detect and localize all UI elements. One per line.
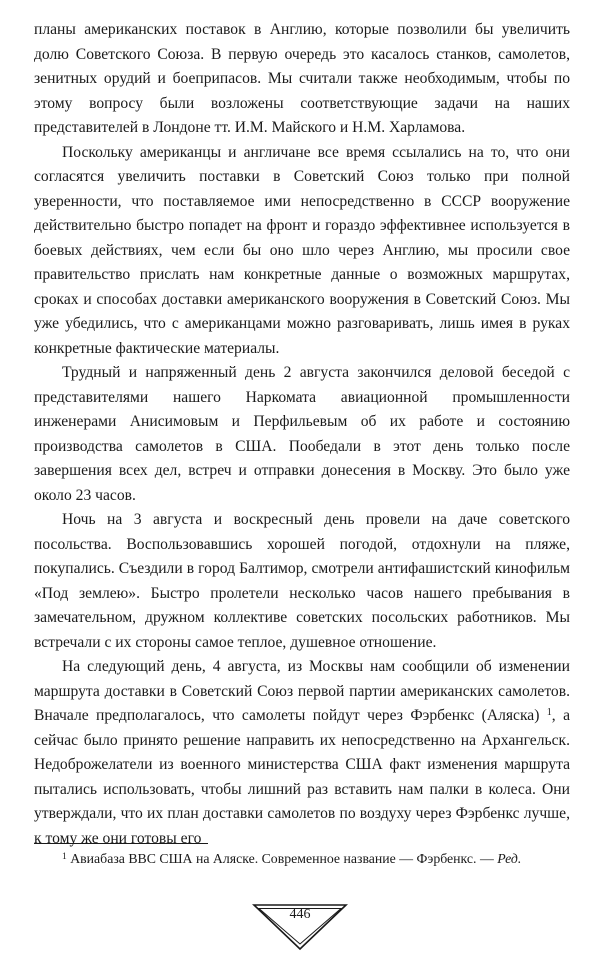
page-number-ornament xyxy=(252,903,348,951)
paragraph-1: планы американских поставок в Англию, которые позволили бы увеличить долю Советского Союза. В первую очередь это касалось станков, самолетов, зенитных орудий и боеприпасов. Мы считали также необходимым, чтобы по этому вопросу были возложены соответствующие задачи на наших представителей в Лондоне тт. И.М. Майского и Н.М. Харламова. xyxy=(34,21,570,136)
footnote-text: Авиабаза ВВС США на Аляске. Современное название — Фэрбенкс. — xyxy=(66,851,498,866)
footnote-number: 1 xyxy=(62,852,67,862)
footnote xyxy=(34,848,570,870)
paragraph-5-end: , а сейчас было принято решение направить их непосредственно на Архангельск. Недоброжелатели из военного министерства США факт изменения маршрута пытались использовать, чтобы лишний раз вставить нам палки в колеса. Они утверждали, что их план доставки самолетов по воздуху через Фэрбенкс лучше, к тому же они готовы его xyxy=(34,707,570,847)
paragraph-5 xyxy=(34,655,570,851)
page-number: 446 xyxy=(289,907,311,922)
footnote-reference[interactable]: 1 xyxy=(546,707,552,718)
paragraph-2: Поскольку американцы и англичане все время ссылались на то, что они согласятся увеличить поставки в Советский Союз только при полной уверенности, что поставляемое ими непосредственно в СССР вооружение действительно быстро попадет на фронт и гораздо эффективнее используется в боевых действиях, чем если бы оно шло через Англию, мы просили свое правительство прислать нам конкретные данные о возможных маршрутах, сроках и способах доставки американского вооружения в Советский Союз. Мы уже убедились, что с американцами можно разговаривать, лишь имея в руках конкретные фактические материалы. xyxy=(34,143,570,357)
footnote-editor-mark: Ред. xyxy=(497,851,522,866)
paragraph-3: Трудный и напряженный день 2 августа закончился деловой беседой с представителями нашего Наркомата авиационной промышленности инженерами Анисимовым и Перфильевым об их работе и состоянию производства самолетов в США. Пообедали в этот день только после завершения всех дел, встреч и отправки донесения в Москву. Это было уже около 23 часов. xyxy=(34,364,570,504)
paragraph-5-start: На следующий день, 4 августа, из Москвы нам сообщили об изменении маршрута доставки в Советский Союз первой партии американских самолетов. Вначале предполагалось, что самолеты пойдут через Фэрбенкс (Аляска) xyxy=(34,658,570,724)
page-body xyxy=(34,18,570,851)
paragraph-4: Ночь на 3 августа и воскресный день провели на даче советского посольства. Воспользовавшись хорошей погодой, отдохнули на пляже, покупались. Съездили в город Балтимор, смотрели антифашистский кинофильм «Под землею». Быстро пролетели несколько часов нашего пребывания в замечательном, дружном коллективе советских посольских работников. Мы встречали с их стороны самое теплое, душевное отношение. xyxy=(34,511,570,651)
footnote-divider xyxy=(34,843,208,844)
